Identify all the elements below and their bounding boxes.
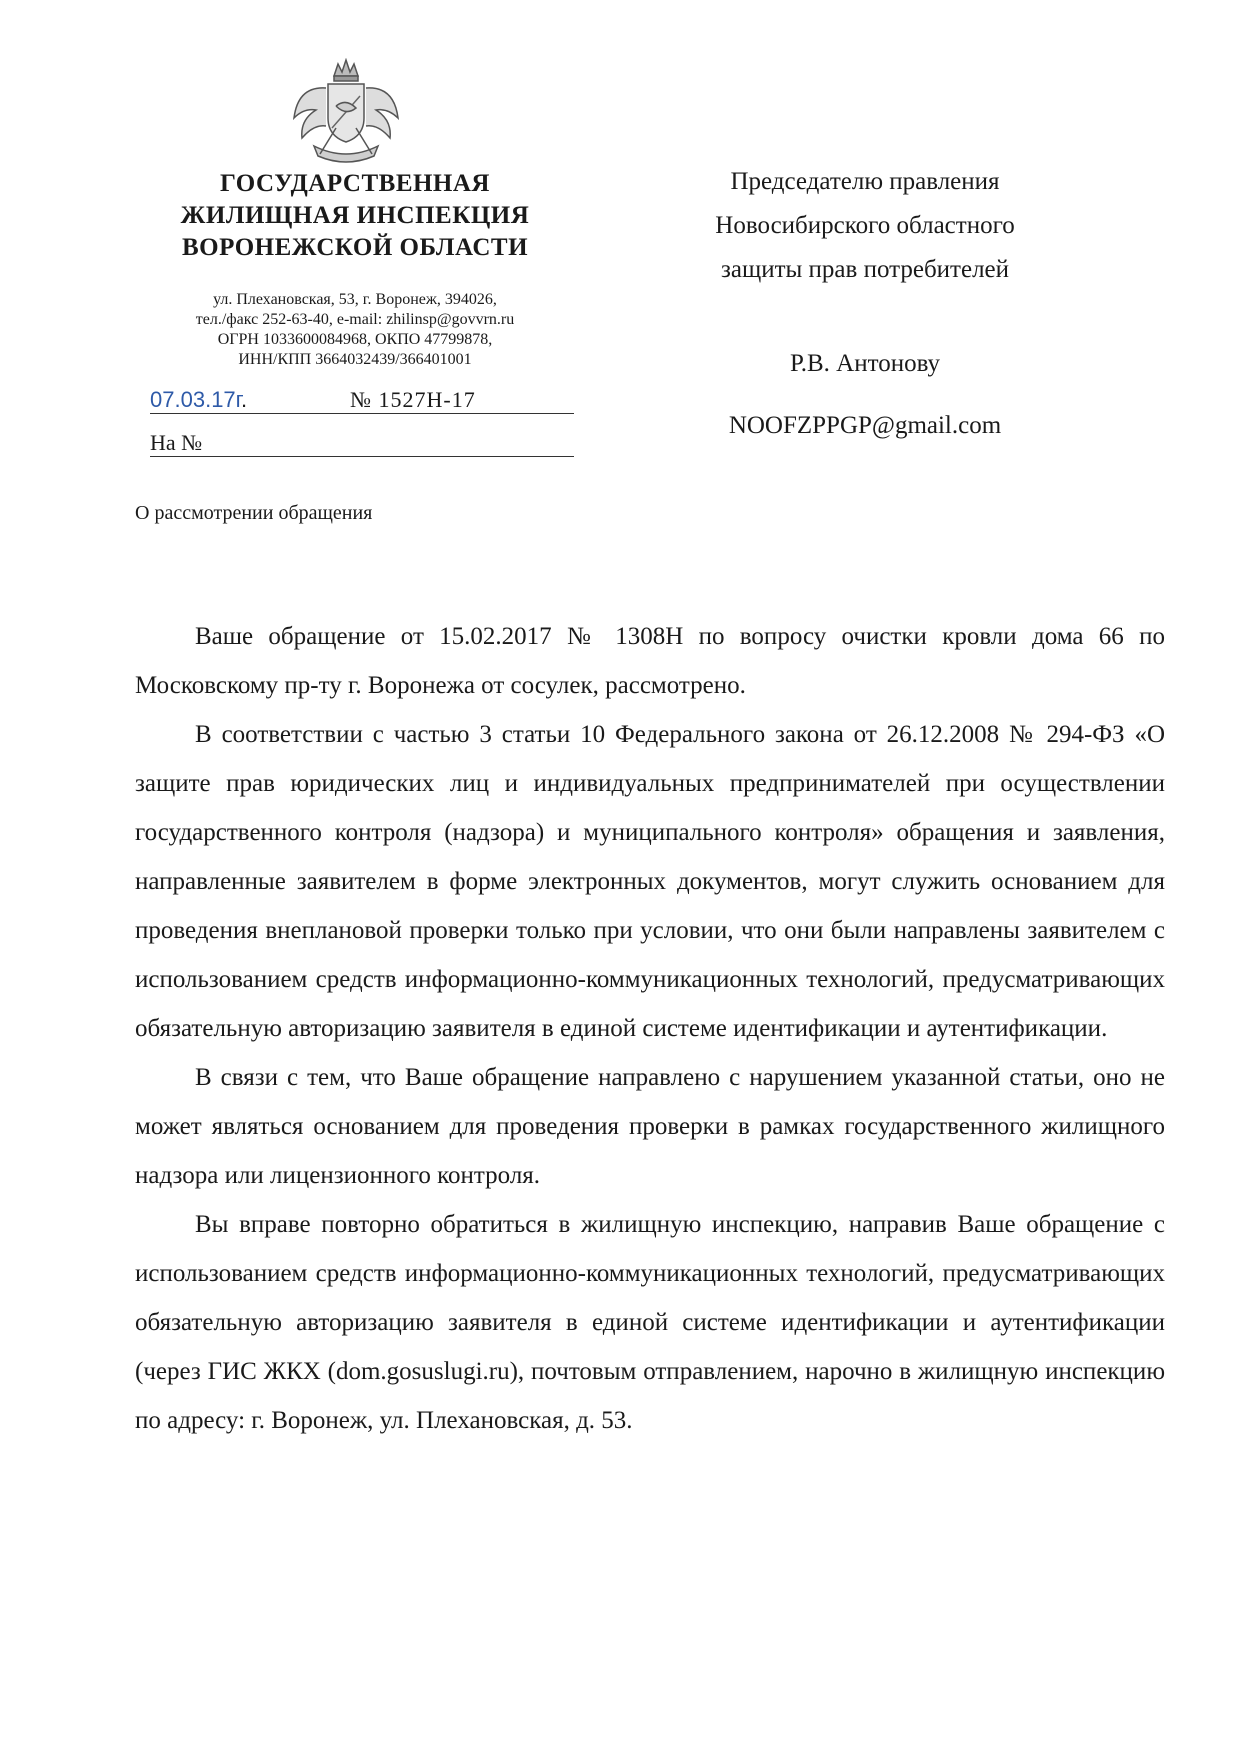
addressee-line: защиты прав потребителей [720, 256, 1010, 283]
addressee-email: NOOFZPPGP@gmail.com [728, 412, 1002, 439]
voronezh-coat-of-arms-icon [286, 58, 406, 168]
addressee-name: Р.В. Антонову [789, 350, 941, 377]
address-line: ИНН/КПП 3664032439/366401001 [238, 351, 472, 368]
body-paragraph: Ваше обращение от 15.02.2017 № 1308Н по вопросу очистки кровли дома 66 по Московскому пр-ту г. Воронежа от сосулек, рассмотрено. [135, 623, 1165, 699]
handwritten-day: 07 [150, 387, 175, 412]
reference-number: № 1527Н-17 [350, 387, 476, 412]
body-paragraph: В соответствии с частью 3 статьи 10 Федерального закона от 26.12.2008 № 294-ФЗ «О защите прав юридических лиц и индивидуальных предпринимателей при осуществлении государственного контроля (надзора) и муниципального контроля» обращения и заявления, направленные заявителем в форме электронных документов, могут служить основанием для проведения внеплановой проверки только при условии, что они были направлены заявителем с использованием средств информационно-коммуникационных технологий, предусматривающих обязательную авторизацию заявителя в единой системе идентификации и аутентификации. [135, 721, 1165, 1042]
address-line: ул. Плехановская, 53, г. Воронеж, 394026, [213, 291, 497, 308]
addressee-line: Председателю правления [730, 168, 1000, 195]
org-name-line: ЖИЛИЩНАЯ ИНСПЕКЦИЯ [180, 202, 530, 229]
outgoing-reference [150, 385, 574, 414]
date-suffix: . [241, 387, 248, 412]
org-name-line: ГОСУДАРСТВЕННАЯ [220, 170, 490, 197]
address-line: ОГРН 1033600084968, ОКПО 47799878, [217, 331, 493, 348]
org-name-line: ВОРОНЕЖСКОЙ ОБЛАСТИ [181, 234, 529, 261]
letter-date [150, 387, 247, 413]
in-reply-to [150, 430, 574, 457]
printed-month: .03. [174, 387, 212, 412]
in-reply-to-label: На № [150, 430, 203, 455]
body-paragraph: Вы вправе повторно обратиться в жилищную инспекцию, направив Ваше обращение с использованием средств информационно-коммуникационных технологий, предусматривающих обязательную авторизацию заявителя в единой системе идентификации и аутентификации (через ГИС ЖКХ (dom.gosuslugi.ru), почтовым отправлением, нарочно в жилищную инспекцию по адресу: г. Воронеж, ул. Плехановская, д. 53. [135, 1211, 1165, 1434]
body-paragraph: В связи с тем, что Ваше обращение направлено с нарушением указанной статьи, оно не может являться основанием для проведения проверки в рамках государственного жилищного надзора или лицензионного контроля. [135, 1064, 1165, 1189]
organization-address [150, 290, 560, 370]
organization-name [150, 168, 560, 264]
addressee-line: Новосибирского областного [715, 212, 1015, 239]
letter-subject: О рассмотрении обращения [135, 502, 373, 524]
address-line: тел./факс 252-63-40, e-mail: zhilinsp@govvrn.ru [195, 311, 515, 328]
handwritten-year: 17г [211, 387, 241, 412]
letter-body [135, 612, 1165, 1445]
